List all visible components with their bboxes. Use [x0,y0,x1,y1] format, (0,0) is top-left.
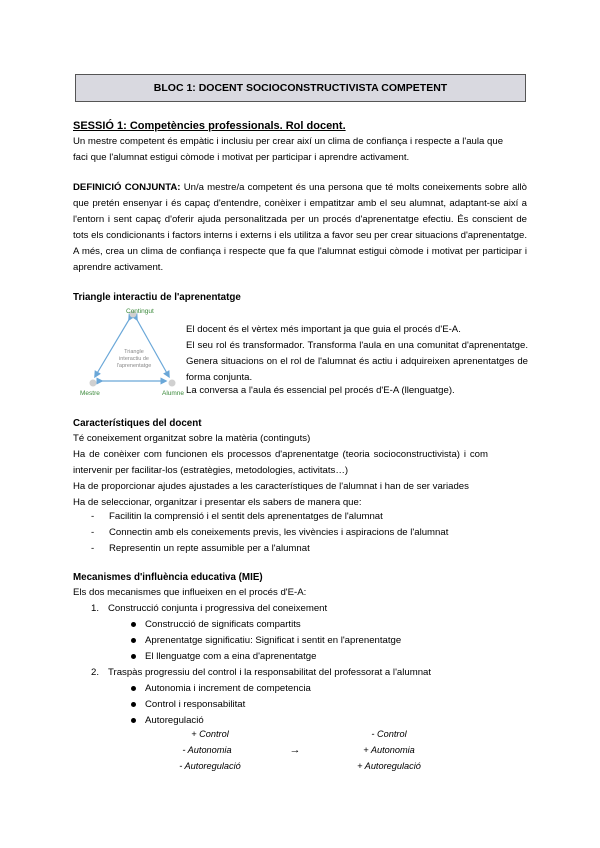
vertex-left [90,380,97,387]
bullet-text: Autonomia i increment de competencia [145,683,311,694]
bullet-text: Aprenentatge significatiu: Significat i sentit en l'aprenentatge [145,635,402,646]
dash-item-text: Representin un repte assumible per a l'alumnat [109,543,310,554]
characteristics-line-4: Ha de proporcionar ajudes ajustades a les característiques de l'alumnat i han de ser variades [73,481,469,492]
mie-item-label: Traspàs progressiu del control i la responsabilitat del professorat a l'alumnat [108,667,432,678]
bullet-text: El llenguatge com a eina d'aprenentatge [145,651,317,662]
center-label-2: interactiu de [119,356,149,362]
bullet-text: Control i responsabilitat [145,699,246,710]
transition-left-1: + Control [191,729,229,739]
definition-paragraph [73,180,527,276]
bullet-dot [131,638,136,643]
intro-line-1: Un mestre competent és empàtic i inclusiu per crear així un clima de confiança i respecte a l'aula que [73,136,504,147]
mie-heading: Mecanismes d'influència educativa (MIE) [73,572,263,583]
bullet-text: Construcció de significats compartits [145,619,301,630]
triangle-svg [80,305,186,397]
characteristics-heading: Característiques del docent [73,418,202,429]
mie-intro: Els dos mecanismes que influeixen en el procés d'E-A: [73,587,307,598]
label-mestre: Mestre [80,390,100,397]
triangle-text-2: El seu rol és transformador. Transforma l'aula en una comunitat d'aprenentatge. Genera situacions on el rol de l'alumnat és actiu i adquireixen aprenentatges de forma conjunta. [186,340,528,383]
transition-right-2: + Autonomia [363,745,415,755]
bullet-dot [131,622,136,627]
vertex-right [169,380,176,387]
triangle-text-1: El docent és el vèrtex més important ja que guia el procés d'E-A. [186,324,461,335]
bullet-dot [131,702,136,707]
bullet-dot [131,686,136,691]
triangle-text-3: La conversa a l'aula és essencial pel procés d'E-A (llenguatge). [186,385,455,396]
characteristics-line-3: intervenir per facilitar-los (estratègies, metodologies, activitats…) [73,465,349,476]
definition-text: Un/a mestre/a competent és una persona que té molts coneixements sobre allò que pretén ensenyar i és capaç d'entendre, conèixer i empatitzar amb el seu alumnat, adaptant-se així a l'entorn i sent capaç d'oferir ajuda personalitzada per un procés d'aprenentatge efectiu. És conscient de tots els condicionants i factors interns i externs i els utilitza a favor seu per crear situacions d'aprenentatge. A més, crea un clima de confiança i respecte que fa que l'alumnat estigui còmode i motivat per participar i aprendre activament. [73,182,528,273]
label-alumne: Alumne [162,390,185,397]
characteristics-line-5: Ha de seleccionar, organitzar i presentar els sabers de manera que: [73,497,362,508]
transition-right-3: + Autoregulació [357,761,421,771]
transition-right-1: - Control [371,729,407,739]
bloc-title: BLOC 1: DOCENT SOCIOCONSTRUCTIVISTA COMPETENT [153,82,448,94]
dash-marker: - [91,511,95,522]
transition-left-2: - Autonomia [182,745,232,755]
dash-item-text: Connectin amb els coneixements previs, les vivències i aspiracions de l'alumnat [109,527,449,538]
label-contingut: Contingut [126,308,154,315]
dash-item-text: Facilitin la comprensió i el sentit dels aprenentatges de l'alumnat [109,511,383,522]
bloc-title-banner [75,74,526,102]
mie-item-number: 2. [91,667,100,678]
intro-line-2: faci que l'alumnat estigui còmode i motivat per participar i aprendre activament. [73,152,410,163]
transition-left-3: - Autoregulació [179,761,241,771]
characteristics-line-2: Ha de conèixer com funcionen els processos d'aprenentatge (teoria socioconstructivista) i com [73,449,488,460]
triangle-heading: Triangle interactiu de l'aprenentatge [73,292,241,303]
bullet-text: Autoregulació [145,715,204,726]
bullet-dot [131,654,136,659]
transition-arrow-icon: → [289,744,301,756]
dash-marker: - [91,543,95,554]
dash-marker: - [91,527,95,538]
mie-item-number: 1. [91,603,100,614]
definition-label: DEFINICIÓ CONJUNTA: [73,182,181,193]
mie-item-label: Construcció conjunta i progressiva del coneixement [108,603,328,614]
center-label-3: l'aprenentatge [116,363,152,369]
session-heading: SESSIÓ 1: Competències professionals. Rol docent. [73,120,346,132]
characteristics-line-1: Té coneixement organitzat sobre la matèria (continguts) [73,433,311,444]
bullet-dot [131,718,136,723]
triangle-diagram [80,305,186,397]
center-label-1: Triangle [124,349,144,355]
